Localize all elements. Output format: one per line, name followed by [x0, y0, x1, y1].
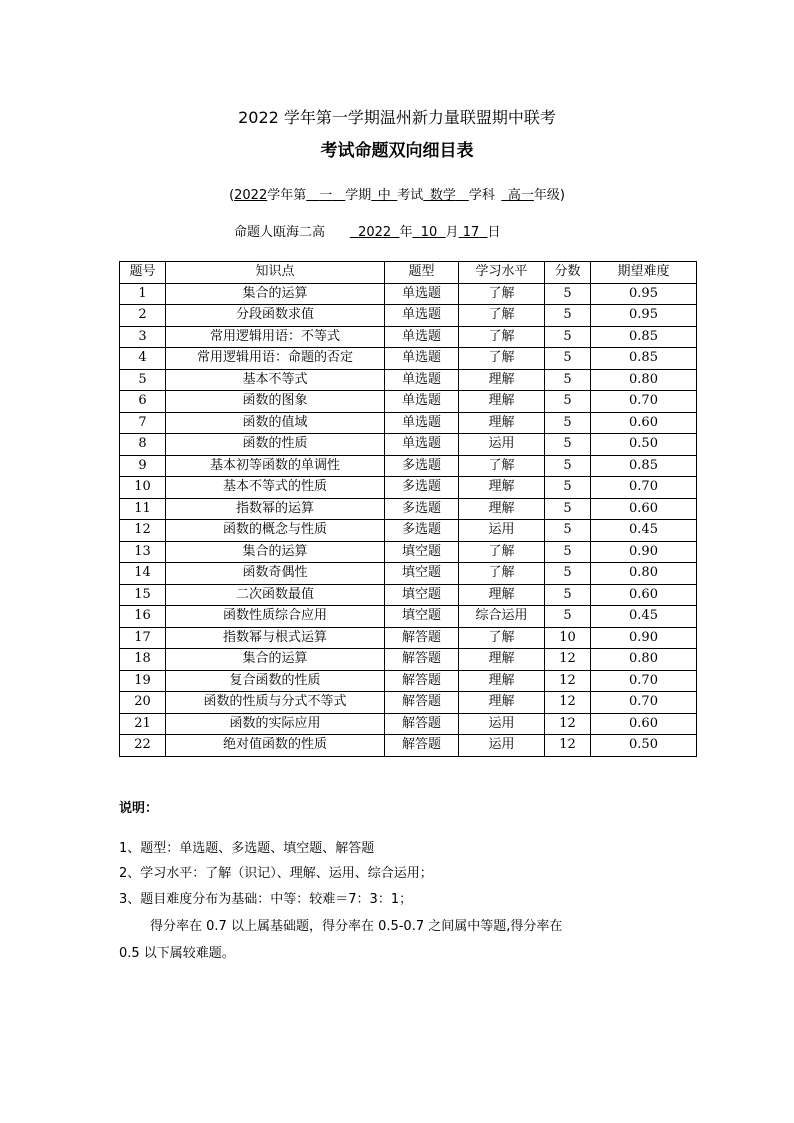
cell-learning-level: 了解 — [459, 305, 545, 327]
table-row — [120, 498, 697, 520]
cell-learning-level: 了解 — [459, 541, 545, 563]
cell-score: 12 — [545, 692, 591, 714]
cell-knowledge-point: 集合的运算 — [166, 649, 385, 671]
cell-question-number: 14 — [120, 563, 166, 585]
cell-expected-difficulty: 0.45 — [591, 520, 697, 542]
author-day — [459, 225, 488, 240]
cell-question-number: 15 — [120, 584, 166, 606]
exam-term — [306, 188, 345, 203]
exam-info-text-2: 学期 — [345, 188, 372, 203]
author-label: 命题人瓯海二高 — [234, 225, 326, 240]
cell-knowledge-point: 绝对值函数的性质 — [166, 735, 385, 757]
cell-question-type: 多选题 — [385, 455, 459, 477]
cell-question-number: 17 — [120, 627, 166, 649]
table-row — [120, 391, 697, 413]
cell-score: 5 — [545, 369, 591, 391]
note-learning-levels: 2、学习水平：了解（识记）、理解、运用、综合运用； — [119, 866, 433, 881]
cell-knowledge-point: 分段函数求值 — [166, 305, 385, 327]
cell-question-type: 解答题 — [385, 735, 459, 757]
cell-score: 12 — [545, 670, 591, 692]
cell-score: 5 — [545, 498, 591, 520]
exam-info-text-3: 考试 — [397, 188, 424, 203]
cell-knowledge-point: 函数的值域 — [166, 412, 385, 434]
cell-score: 5 — [545, 348, 591, 370]
cell-knowledge-point: 常用逻辑用语：不等式 — [166, 326, 385, 348]
cell-expected-difficulty: 0.85 — [591, 455, 697, 477]
cell-score: 5 — [545, 455, 591, 477]
cell-expected-difficulty: 0.85 — [591, 348, 697, 370]
cell-question-number: 7 — [120, 412, 166, 434]
cell-question-type: 解答题 — [385, 670, 459, 692]
cell-question-type: 填空题 — [385, 563, 459, 585]
table-row — [120, 670, 697, 692]
cell-question-number: 16 — [120, 606, 166, 628]
cell-knowledge-point: 二次函数最值 — [166, 584, 385, 606]
author-month-unit: 月 — [445, 225, 459, 240]
cell-question-number: 2 — [120, 305, 166, 327]
cell-score: 5 — [545, 391, 591, 413]
cell-learning-level: 理解 — [459, 692, 545, 714]
cell-question-number: 22 — [120, 735, 166, 757]
cell-expected-difficulty: 0.90 — [591, 541, 697, 563]
table-row — [120, 735, 697, 757]
table-row — [120, 477, 697, 499]
cell-expected-difficulty: 0.60 — [591, 584, 697, 606]
cell-question-number: 11 — [120, 498, 166, 520]
table-row — [120, 369, 697, 391]
header-question-type: 题型 — [385, 262, 459, 284]
table-row — [120, 348, 697, 370]
cell-score: 5 — [545, 412, 591, 434]
cell-knowledge-point: 函数的概念与性质 — [166, 520, 385, 542]
table-row — [120, 649, 697, 671]
cell-question-number: 12 — [120, 520, 166, 542]
note-score-rate-line1: 得分率在 0.7 以上属基础题，得分率在 0.5-0.7 之间属中等题,得分率在 — [150, 919, 563, 934]
cell-expected-difficulty: 0.50 — [591, 735, 697, 757]
cell-question-type: 解答题 — [385, 649, 459, 671]
table-row — [120, 455, 697, 477]
cell-expected-difficulty: 0.70 — [591, 692, 697, 714]
author-day-unit: 日 — [487, 225, 501, 240]
cell-question-type: 单选题 — [385, 391, 459, 413]
cell-knowledge-point: 复合函数的性质 — [166, 670, 385, 692]
exam-type-value: 中 — [377, 188, 391, 203]
table-row — [120, 563, 697, 585]
cell-expected-difficulty: 0.80 — [591, 563, 697, 585]
cell-knowledge-point: 函数的图象 — [166, 391, 385, 413]
cell-question-number: 4 — [120, 348, 166, 370]
cell-knowledge-point: 指数幂的运算 — [166, 498, 385, 520]
cell-question-type: 单选题 — [385, 434, 459, 456]
cell-learning-level: 运用 — [459, 434, 545, 456]
cell-question-type: 解答题 — [385, 692, 459, 714]
cell-question-type: 单选题 — [385, 348, 459, 370]
cell-learning-level: 了解 — [459, 348, 545, 370]
cell-expected-difficulty: 0.90 — [591, 627, 697, 649]
author-year-value: 2022 — [358, 225, 392, 240]
cell-question-number: 3 — [120, 326, 166, 348]
cell-question-type: 填空题 — [385, 606, 459, 628]
header-score: 分数 — [545, 262, 591, 284]
exam-subject-value: 数学 — [429, 188, 456, 203]
cell-question-number: 18 — [120, 649, 166, 671]
exam-grade-value: 高一 — [507, 188, 534, 203]
cell-score: 5 — [545, 477, 591, 499]
table-row — [120, 606, 697, 628]
header-expected-difficulty: 期望难度 — [591, 262, 697, 284]
table-row — [120, 520, 697, 542]
cell-knowledge-point: 函数的性质与分式不等式 — [166, 692, 385, 714]
cell-knowledge-point: 函数奇偶性 — [166, 563, 385, 585]
cell-knowledge-point: 基本不等式的性质 — [166, 477, 385, 499]
document-subtitle: 考试命题双向细目表 — [320, 141, 474, 161]
author-day-value: 17 — [462, 225, 480, 240]
cell-score: 5 — [545, 305, 591, 327]
cell-expected-difficulty: 0.85 — [591, 326, 697, 348]
cell-expected-difficulty: 0.80 — [591, 649, 697, 671]
notes-title: 说明： — [119, 801, 159, 816]
exam-info-open: ( — [229, 188, 235, 203]
header-learning-level: 学习水平 — [459, 262, 545, 284]
cell-knowledge-point: 集合的运算 — [166, 541, 385, 563]
cell-knowledge-point: 函数的实际应用 — [166, 713, 385, 735]
cell-knowledge-point: 基本不等式 — [166, 369, 385, 391]
cell-question-type: 多选题 — [385, 477, 459, 499]
table-row — [120, 305, 697, 327]
cell-expected-difficulty: 0.60 — [591, 498, 697, 520]
cell-question-type: 填空题 — [385, 541, 459, 563]
exam-info-line — [0, 184, 794, 203]
table-row — [120, 713, 697, 735]
cell-expected-difficulty: 0.45 — [591, 606, 697, 628]
table-row — [120, 326, 697, 348]
cell-learning-level: 理解 — [459, 670, 545, 692]
exam-subject — [423, 188, 469, 203]
cell-score: 12 — [545, 649, 591, 671]
cell-learning-level: 理解 — [459, 391, 545, 413]
table-body — [120, 283, 697, 756]
cell-question-type: 单选题 — [385, 369, 459, 391]
cell-expected-difficulty: 0.50 — [591, 434, 697, 456]
cell-question-type: 多选题 — [385, 498, 459, 520]
cell-knowledge-point: 指数幂与根式运算 — [166, 627, 385, 649]
cell-score: 12 — [545, 735, 591, 757]
cell-expected-difficulty: 0.60 — [591, 412, 697, 434]
cell-question-number: 8 — [120, 434, 166, 456]
header-question-number: 题号 — [120, 262, 166, 284]
cell-expected-difficulty: 0.70 — [591, 391, 697, 413]
cell-knowledge-point: 集合的运算 — [166, 283, 385, 305]
cell-learning-level: 运用 — [459, 713, 545, 735]
cell-question-number: 13 — [120, 541, 166, 563]
cell-expected-difficulty: 0.70 — [591, 670, 697, 692]
specification-table — [119, 261, 697, 757]
cell-knowledge-point: 常用逻辑用语：命题的否定 — [166, 348, 385, 370]
author-month — [412, 225, 445, 240]
cell-score: 5 — [545, 563, 591, 585]
table-row — [120, 283, 697, 305]
cell-score: 5 — [545, 541, 591, 563]
cell-score: 5 — [545, 434, 591, 456]
cell-knowledge-point: 基本初等函数的单调性 — [166, 455, 385, 477]
cell-question-type: 单选题 — [385, 326, 459, 348]
cell-expected-difficulty: 0.95 — [591, 283, 697, 305]
table-row — [120, 692, 697, 714]
cell-score: 5 — [545, 520, 591, 542]
cell-score: 5 — [545, 326, 591, 348]
cell-expected-difficulty: 0.80 — [591, 369, 697, 391]
cell-learning-level: 了解 — [459, 326, 545, 348]
cell-question-type: 单选题 — [385, 412, 459, 434]
author-line — [234, 221, 501, 240]
note-question-types: 1、题型：单选题、多选题、填空题、解答题 — [119, 841, 375, 856]
cell-question-number: 6 — [120, 391, 166, 413]
cell-learning-level: 理解 — [459, 498, 545, 520]
cell-score: 5 — [545, 283, 591, 305]
cell-score: 12 — [545, 713, 591, 735]
table-header-row — [120, 262, 697, 284]
cell-expected-difficulty: 0.70 — [591, 477, 697, 499]
cell-question-number: 10 — [120, 477, 166, 499]
cell-expected-difficulty: 0.95 — [591, 305, 697, 327]
cell-learning-level: 理解 — [459, 412, 545, 434]
exam-info-text-1: 学年第 — [267, 188, 307, 203]
cell-learning-level: 了解 — [459, 455, 545, 477]
cell-learning-level: 了解 — [459, 283, 545, 305]
cell-knowledge-point: 函数的性质 — [166, 434, 385, 456]
cell-question-type: 单选题 — [385, 305, 459, 327]
table-row — [120, 541, 697, 563]
table-row — [120, 434, 697, 456]
table-row — [120, 627, 697, 649]
cell-question-type: 多选题 — [385, 520, 459, 542]
cell-question-type: 单选题 — [385, 283, 459, 305]
cell-question-number: 1 — [120, 283, 166, 305]
exam-type — [371, 188, 397, 203]
cell-learning-level: 综合运用 — [459, 606, 545, 628]
cell-learning-level: 了解 — [459, 563, 545, 585]
exam-grade — [501, 188, 534, 203]
cell-expected-difficulty: 0.60 — [591, 713, 697, 735]
cell-question-type: 解答题 — [385, 627, 459, 649]
table-row — [120, 412, 697, 434]
note-score-rate-line2: 0.5 以下属较难题。 — [119, 946, 235, 961]
cell-learning-level: 了解 — [459, 627, 545, 649]
exam-term-value: 一 — [319, 188, 333, 203]
cell-question-number: 21 — [120, 713, 166, 735]
cell-question-type: 填空题 — [385, 584, 459, 606]
exam-info-text-4: 学科 — [468, 188, 495, 203]
document-title: 2022 学年第一学期温州新力量联盟期中联考 — [238, 108, 556, 127]
cell-learning-level: 理解 — [459, 649, 545, 671]
cell-question-number: 20 — [120, 692, 166, 714]
table-row — [120, 584, 697, 606]
cell-question-type: 解答题 — [385, 713, 459, 735]
cell-learning-level: 运用 — [459, 735, 545, 757]
exam-info-text-5: 年级) — [533, 188, 565, 203]
cell-learning-level: 运用 — [459, 520, 545, 542]
cell-question-number: 9 — [120, 455, 166, 477]
header-knowledge-point: 知识点 — [166, 262, 385, 284]
cell-question-number: 19 — [120, 670, 166, 692]
cell-learning-level: 理解 — [459, 477, 545, 499]
cell-score: 10 — [545, 627, 591, 649]
cell-score: 5 — [545, 606, 591, 628]
cell-score: 5 — [545, 584, 591, 606]
cell-learning-level: 理解 — [459, 369, 545, 391]
author-year-unit: 年 — [399, 225, 413, 240]
author-year — [350, 225, 400, 240]
author-month-value: 10 — [420, 225, 438, 240]
cell-learning-level: 理解 — [459, 584, 545, 606]
note-difficulty-distribution: 3、题目难度分布为基础：中等：较难＝7：3：1； — [119, 892, 413, 907]
exam-year: 2022 — [234, 188, 268, 203]
cell-knowledge-point: 函数性质综合应用 — [166, 606, 385, 628]
cell-question-number: 5 — [120, 369, 166, 391]
